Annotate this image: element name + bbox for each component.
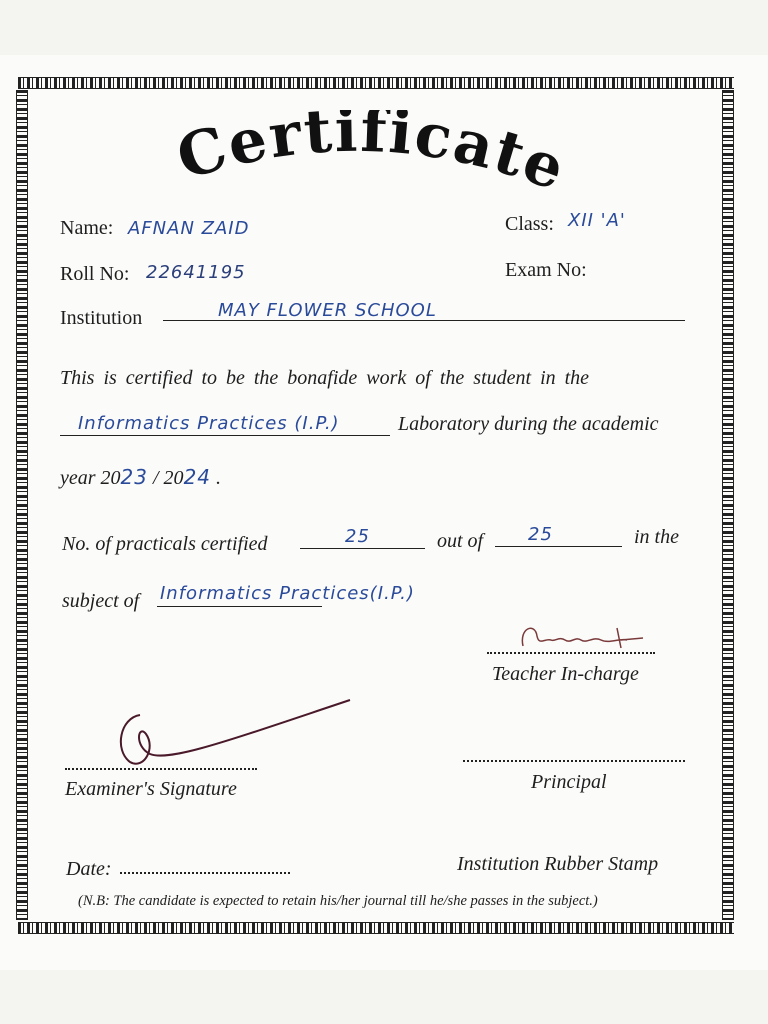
subject-of-label: subject of	[62, 590, 140, 612]
title-text: Certificate	[175, 110, 575, 206]
stamp-label: Institution Rubber Stamp	[457, 853, 659, 875]
teacher-dotted-line	[487, 652, 655, 654]
footnote: (N.B: The candidate is expected to retain his/her journal till he/she passes in the subject.)	[78, 893, 598, 909]
in-the-label: in the	[634, 526, 679, 548]
name-label: Name:	[60, 217, 114, 239]
class-label: Class:	[505, 213, 554, 235]
subject-of-line	[157, 606, 322, 607]
roll-label: Roll No:	[60, 263, 130, 285]
principal-dotted-line	[463, 760, 685, 762]
teacher-label: Teacher In-charge	[492, 663, 639, 685]
decorative-border-bottom	[18, 922, 734, 934]
certificate-title	[175, 110, 575, 210]
out-of-value: 25	[528, 524, 553, 545]
date-label: Date:	[66, 858, 112, 880]
decorative-border-top	[18, 77, 734, 89]
svg-text:Certificate	[175, 110, 575, 205]
examiner-signature-mark	[110, 690, 360, 770]
examiner-label: Examiner's Signature	[65, 778, 237, 800]
subject-fill: Informatics Practices (I.P.)	[78, 413, 340, 434]
institution-label: Institution	[60, 307, 143, 329]
year-line	[60, 465, 221, 490]
examiner-dotted-line	[65, 768, 257, 770]
body-line-1: This is certified to be the bonafide work of the student in the	[60, 367, 590, 389]
date-dotted-line	[120, 872, 290, 874]
practicals-value: 25	[345, 526, 370, 547]
name-value: AFNAN ZAID	[128, 218, 250, 239]
year-a: 23	[120, 465, 148, 489]
out-of-line	[495, 546, 622, 547]
year-prefix: year 20	[60, 467, 121, 489]
practicals-label: No. of practicals certified	[62, 533, 268, 555]
subject-line	[60, 435, 390, 436]
body-line-2: Laboratory during the academic	[398, 413, 659, 435]
decorative-border-left	[16, 90, 28, 920]
out-of-label: out of	[437, 530, 484, 552]
year-sep: / 20	[153, 467, 184, 489]
subject-of-value: Informatics Practices(I.P.)	[160, 583, 415, 604]
exam-label: Exam No:	[505, 259, 587, 281]
year-b: 24	[183, 465, 212, 489]
year-end: .	[216, 467, 222, 489]
practicals-line	[300, 548, 425, 549]
principal-label: Principal	[531, 771, 607, 793]
decorative-border-right	[722, 90, 734, 920]
roll-value: 22641195	[146, 262, 246, 283]
class-value: XII 'A'	[568, 210, 626, 231]
institution-value: MAY FLOWER SCHOOL	[218, 300, 437, 321]
